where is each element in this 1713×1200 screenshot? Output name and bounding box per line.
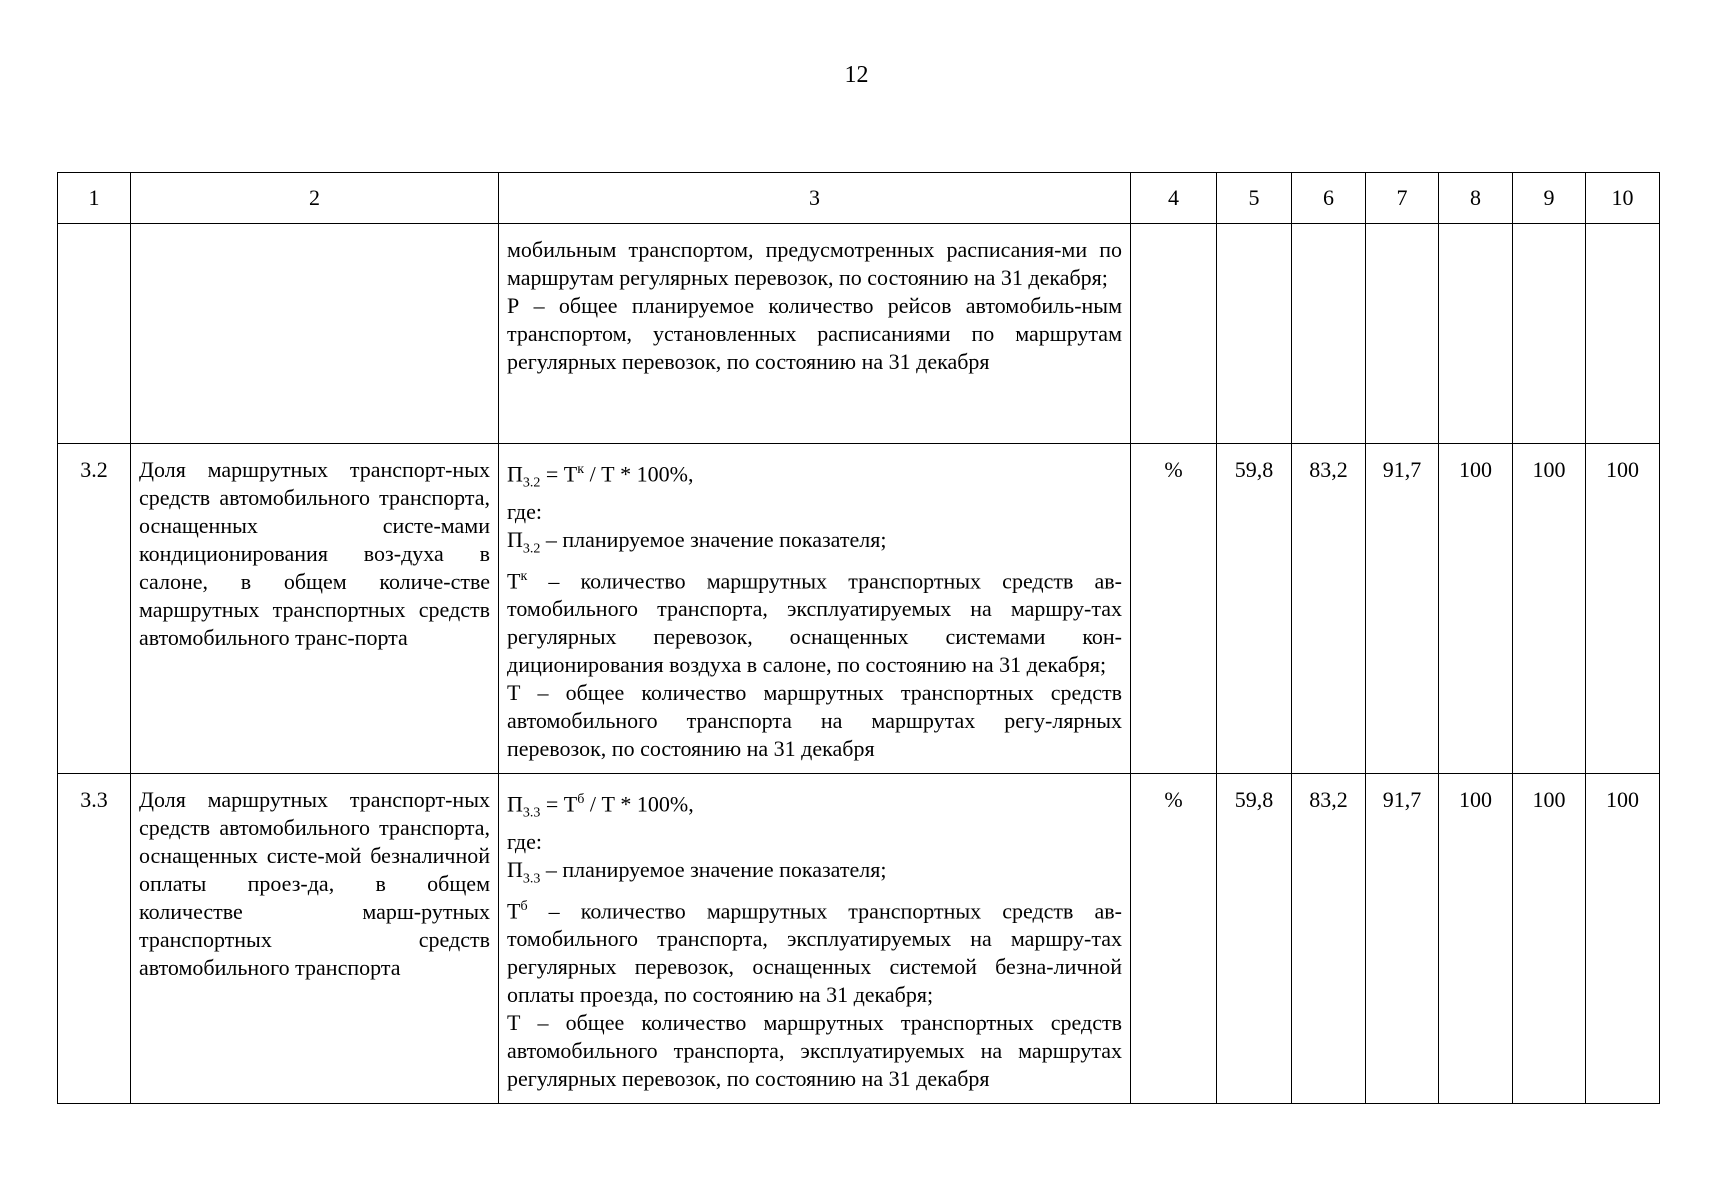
value-cell: 91,7 — [1366, 444, 1439, 774]
value-cell — [1292, 224, 1366, 444]
table-header-row — [58, 173, 1660, 224]
where-line: где: — [507, 828, 542, 854]
calc-line: Т – общее количество маршрутных транспортных средств автомобильного транспорта на маршрутах регу-лярных перевозок, по состоянию на 31 декабря — [507, 680, 1122, 762]
formula-line: $П_{3.2} = Т^к / Т * 100\%$, — [507, 461, 694, 491]
table-row — [58, 774, 1660, 1104]
row-number-cell: 3.2 — [58, 444, 131, 774]
indicators-table — [57, 172, 1660, 1104]
header-cell: 10 — [1586, 173, 1660, 224]
calc-line: $П_{3.2}$ – планируемое значение показателя; — [507, 526, 887, 557]
header-cell: 9 — [1513, 173, 1586, 224]
indicator-name-cell: Доля маршрутных транспорт-ных средств автомобильного транспорта, оснащенных систе-мой безналичной оплаты проез-да, в общем количестве марш-рутных транспортных средств автомобильного транспорта — [131, 774, 499, 1104]
value-cell: 100 — [1513, 444, 1586, 774]
calculation-cell — [499, 774, 1131, 1104]
value-cell: 83,2 — [1292, 444, 1366, 774]
header-cell: 7 — [1366, 173, 1439, 224]
table-row — [58, 224, 1660, 444]
value-cell: 59,8 — [1217, 774, 1292, 1104]
calc-line: $П_{3.3}$ – планируемое значение показателя; — [507, 856, 887, 887]
value-cell — [1513, 224, 1586, 444]
value-cell: 100 — [1439, 444, 1513, 774]
unit-cell: % — [1131, 444, 1217, 774]
value-cell: 100 — [1439, 774, 1513, 1104]
value-cell — [1366, 224, 1439, 444]
formula-line: $П_{3.3} = Т^б / Т * 100\%$, — [507, 791, 694, 821]
value-cell: 83,2 — [1292, 774, 1366, 1104]
unit-cell — [1131, 224, 1217, 444]
header-cell: 3 — [499, 173, 1131, 224]
calculation-cell — [499, 444, 1131, 774]
header-cell: 5 — [1217, 173, 1292, 224]
header-cell: 4 — [1131, 173, 1217, 224]
calc-line: Т – общее количество маршрутных транспортных средств автомобильного транспорта, эксплуатируемых на маршрутах регулярных перевозок, по состоянию на 31 декабря — [507, 1010, 1122, 1092]
where-line: где: — [507, 498, 542, 524]
value-cell — [1217, 224, 1292, 444]
header-cell: 8 — [1439, 173, 1513, 224]
value-cell — [1586, 224, 1660, 444]
calc-line: мобильным транспортом, предусмотренных расписания-ми по маршрутам регулярных перевозок, по состоянию на 31 декабря; — [507, 237, 1122, 290]
value-cell: 91,7 — [1366, 774, 1439, 1104]
calculation-cell — [499, 224, 1131, 444]
header-cell: 6 — [1292, 173, 1366, 224]
calc-line: $Т^б$ – количество маршрутных транспортных средств ав-томобильного транспорта, эксплуатируемых на маршру-тах регулярных перевозок, оснащенных системой безна-личной оплаты проезда, по состоянию на 31 декабря; — [507, 898, 1122, 1008]
indicator-name-cell: Доля маршрутных транспорт-ных средств автомобильного транспорта, оснащенных систе-мами кондиционирования воз-духа в салоне, в общем количе-стве маршрутных транспортных средств автомобильного транс-порта — [131, 444, 499, 774]
row-number-cell — [58, 224, 131, 444]
header-cell: 1 — [58, 173, 131, 224]
unit-cell: % — [1131, 774, 1217, 1104]
calc-line: Р – общее планируемое количество рейсов автомобиль-ным транспортом, установленных расписаниями по маршрутам регулярных перевозок, по состоянию на 31 декабря — [507, 293, 1122, 374]
page-number: 12 — [844, 62, 869, 88]
value-cell: 100 — [1586, 774, 1660, 1104]
calc-line: $Т^к$ – количество маршрутных транспортных средств ав-томобильного транспорта, эксплуатируемых на маршру-тах регулярных перевозок, оснащенных системами кон-диционирования воздуха в салоне, по состоянию на 31 декабря; — [507, 568, 1122, 678]
value-cell — [1439, 224, 1513, 444]
value-cell: 59,8 — [1217, 444, 1292, 774]
row-number-cell: 3.3 — [58, 774, 131, 1104]
indicator-name-cell — [131, 224, 499, 444]
value-cell: 100 — [1586, 444, 1660, 774]
table-row — [58, 444, 1660, 774]
header-cell: 2 — [131, 173, 499, 224]
value-cell: 100 — [1513, 774, 1586, 1104]
